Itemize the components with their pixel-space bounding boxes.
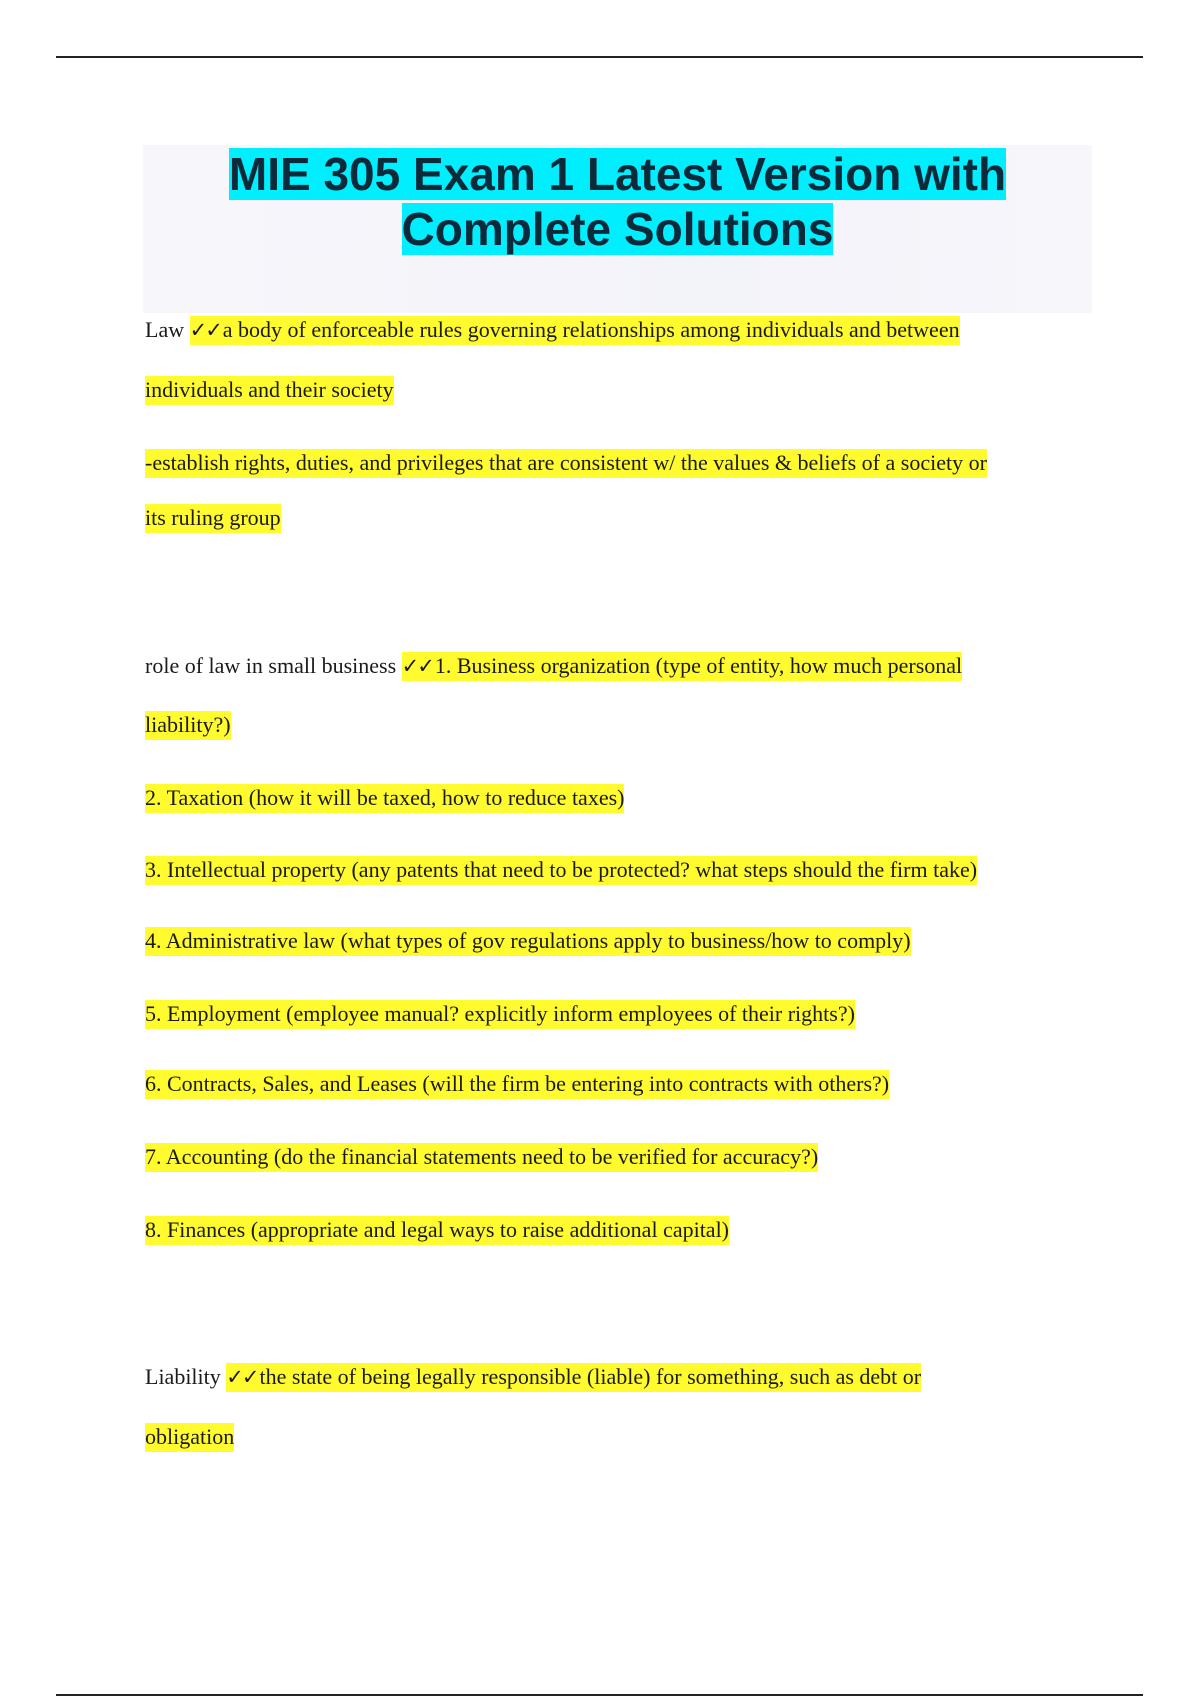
entry-role-line-1 — [145, 653, 962, 679]
definition-text: obligation — [145, 1423, 234, 1452]
list-item — [145, 1001, 855, 1027]
document-title-line-1: MIE 305 Exam 1 Latest Version with — [228, 148, 1007, 200]
definition-text: the state of being legally responsible (liable) for something, such as debt or — [259, 1364, 922, 1389]
list-item-text: 3. Intellectual property (any patents that need to be protected? what steps should the firm take) — [145, 856, 977, 885]
definition-text: liability?) — [145, 711, 231, 740]
definition-text: 1. Business organization (type of entity, how much personal — [434, 653, 963, 678]
list-item-text: 8. Finances (appropriate and legal ways to raise additional capital) — [145, 1216, 729, 1245]
entry-role-line-2 — [145, 712, 231, 738]
entry-liability-line-2 — [145, 1424, 234, 1450]
list-item-text: 4. Administrative law (what types of gov regulations apply to business/how to comply) — [145, 927, 911, 956]
definition-text: its ruling group — [145, 504, 281, 533]
list-item — [145, 1144, 818, 1170]
list-item — [145, 857, 977, 883]
list-item — [145, 785, 624, 811]
term-role-of-law: role of law in small business — [145, 653, 402, 678]
list-item-text: 2. Taxation (how it will be taxed, how to reduce taxes) — [145, 784, 624, 813]
entry-law-line-1 — [145, 317, 960, 343]
list-item-text: 6. Contracts, Sales, and Leases (will the firm be entering into contracts with others?) — [145, 1070, 889, 1099]
checkmark-icon: ✓✓ — [401, 654, 433, 678]
term-law: Law — [145, 317, 190, 342]
list-item-text: 5. Employment (employee manual? explicitly inform employees of their rights?) — [145, 1000, 855, 1029]
list-item — [145, 1217, 729, 1243]
definition-text: individuals and their society — [145, 376, 394, 405]
document-title-line-2: Complete Solutions — [401, 203, 834, 255]
list-item — [145, 1071, 889, 1097]
checkmark-icon: ✓✓ — [189, 318, 221, 342]
definition-text: a body of enforceable rules governing relationships among individuals and between — [222, 317, 960, 342]
header-rule — [56, 56, 1143, 58]
list-item-text: 7. Accounting (do the financial statements need to be verified for accuracy?) — [145, 1143, 818, 1172]
list-item — [145, 928, 911, 954]
entry-law-line-4 — [145, 505, 281, 531]
footer-rule — [56, 1694, 1143, 1696]
entry-liability-line-1 — [145, 1364, 921, 1390]
term-liability: Liability — [145, 1364, 227, 1389]
entry-law-line-3 — [145, 450, 987, 476]
title-banner — [143, 145, 1092, 313]
checkmark-icon: ✓✓ — [226, 1365, 258, 1389]
definition-text: -establish rights, duties, and privileges that are consistent w/ the values & beliefs of a society or — [145, 449, 987, 478]
entry-law-line-2 — [145, 377, 394, 403]
